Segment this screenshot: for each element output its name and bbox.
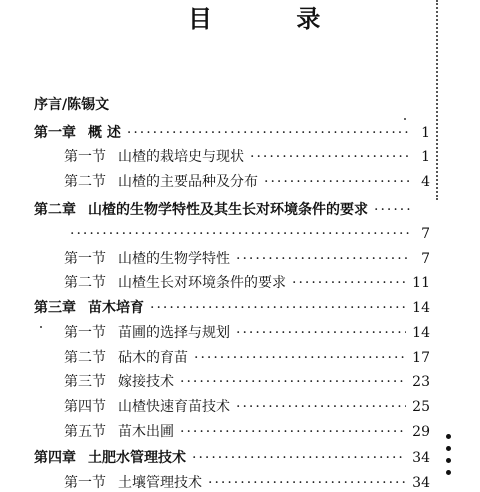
toc-entry-number: 第四章 <box>34 450 76 466</box>
toc-entry-number: 第一节 <box>64 475 106 491</box>
toc-entry-number: 第四节 <box>64 399 106 415</box>
toc-entry-title: 土肥水管理技术 <box>88 450 186 466</box>
dot-leader <box>236 324 406 342</box>
toc-entry-number: 第三节 <box>64 374 106 390</box>
toc-page-number: 17 <box>412 350 430 366</box>
toc-entry-number: 第一节 <box>64 149 106 165</box>
edge-mark <box>446 446 451 451</box>
toc-entry-title: 概 述 <box>88 125 121 141</box>
toc-page-number: 7 <box>421 226 430 242</box>
toc-entry-label <box>64 373 174 391</box>
dot-leader <box>208 474 406 492</box>
toc-section-row <box>64 373 430 391</box>
toc-entry-label <box>34 124 121 142</box>
toc-page-number: 23 <box>412 374 430 390</box>
toc-chapter-row <box>34 124 430 142</box>
toc-entry-number: 第三章 <box>34 300 76 316</box>
dot-leader <box>250 148 410 166</box>
toc-entry-label <box>64 324 230 342</box>
dot-leader <box>180 423 406 441</box>
toc-entry-number: 第二章 <box>34 202 76 218</box>
toc-entry-label <box>64 148 244 166</box>
toc-section-row <box>64 250 430 268</box>
preface-entry: 序言/陈锡文 <box>34 97 110 113</box>
toc-entry-label <box>64 274 286 292</box>
dot-leader <box>127 124 410 142</box>
toc-entry-title: 山楂的主要品种及分布 <box>118 174 258 190</box>
toc-chapter-row <box>34 201 430 219</box>
toc-entry-number: 第二节 <box>64 275 106 291</box>
toc-chapter-row <box>34 299 430 317</box>
toc-section-row <box>64 148 430 166</box>
toc-entry-label <box>34 299 144 317</box>
toc-entry-number: 第二节 <box>64 350 106 366</box>
toc-entry-title: 土壤管理技术 <box>118 475 202 491</box>
toc-entry-label <box>34 201 368 219</box>
toc-page-number: 34 <box>412 475 430 491</box>
toc-entry-title: 嫁接技术 <box>118 374 174 390</box>
edge-mark <box>446 470 451 475</box>
edge-mark <box>446 434 451 439</box>
toc-section-row <box>64 274 430 292</box>
scan-speck <box>40 326 42 328</box>
toc-page-number: 1 <box>421 149 430 165</box>
toc-entry-title: 山楂生长对环境条件的要求 <box>118 275 286 291</box>
toc-entry-number: 第一章 <box>34 125 76 141</box>
toc-page-number: 1 <box>421 125 430 141</box>
toc-entry-label <box>64 398 230 416</box>
toc-section-row <box>64 423 430 441</box>
dot-leader <box>180 373 406 391</box>
toc-page-number: 14 <box>412 325 430 341</box>
toc-entry-title: 砧木的育苗 <box>118 350 188 366</box>
toc-entry-title: 山楂的生物学特性及其生长对环境条件的要求 <box>88 202 368 218</box>
scan-speck <box>404 118 406 120</box>
dot-leader <box>236 250 410 268</box>
page-edge-rule <box>436 0 442 200</box>
toc-section-row <box>64 474 430 492</box>
toc-entry-title: 苗木培育 <box>88 300 144 316</box>
toc-entry-number: 第五节 <box>64 424 106 440</box>
toc-entry-label <box>64 423 174 441</box>
dot-leader <box>70 225 410 243</box>
dot-leader <box>194 349 406 367</box>
toc-entry-label <box>64 349 188 367</box>
dot-leader <box>374 201 410 219</box>
toc-page-number: 7 <box>421 251 430 267</box>
toc-section-row <box>64 324 430 342</box>
dot-leader <box>264 173 410 191</box>
toc-entry-title: 山楂快速育苗技术 <box>118 399 230 415</box>
toc-entry-label <box>34 449 186 467</box>
toc-entry-number: 第一节 <box>64 325 106 341</box>
toc-page-number: 4 <box>421 174 430 190</box>
toc-entry-label <box>64 474 202 492</box>
dot-leader <box>150 299 406 317</box>
toc-continuation-row <box>64 225 430 243</box>
toc-entry-number: 第一节 <box>64 251 106 267</box>
toc-page-number: 14 <box>412 300 430 316</box>
dot-leader <box>236 398 406 416</box>
toc-page-number: 11 <box>412 275 430 291</box>
toc-page-number: 29 <box>412 424 430 440</box>
toc-entry-number: 第二节 <box>64 174 106 190</box>
toc-section-row <box>64 173 430 191</box>
toc-entry-label <box>64 250 230 268</box>
toc-entry-label <box>64 173 258 191</box>
toc-page-number: 34 <box>412 450 430 466</box>
toc-entry-title: 山楂的栽培史与现状 <box>118 149 244 165</box>
toc-section-row <box>64 398 430 416</box>
page-title: 目 录 <box>188 4 359 33</box>
toc-entry-title: 苗圃的选择与规划 <box>118 325 230 341</box>
dot-leader <box>192 449 406 467</box>
toc-chapter-row <box>34 449 430 467</box>
toc-page-number: 25 <box>412 399 430 415</box>
toc-entry-title: 山楂的生物学特性 <box>118 251 230 267</box>
toc-section-row <box>64 349 430 367</box>
edge-mark <box>446 458 451 463</box>
dot-leader <box>292 274 406 292</box>
toc-entry-title: 苗木出圃 <box>118 424 174 440</box>
